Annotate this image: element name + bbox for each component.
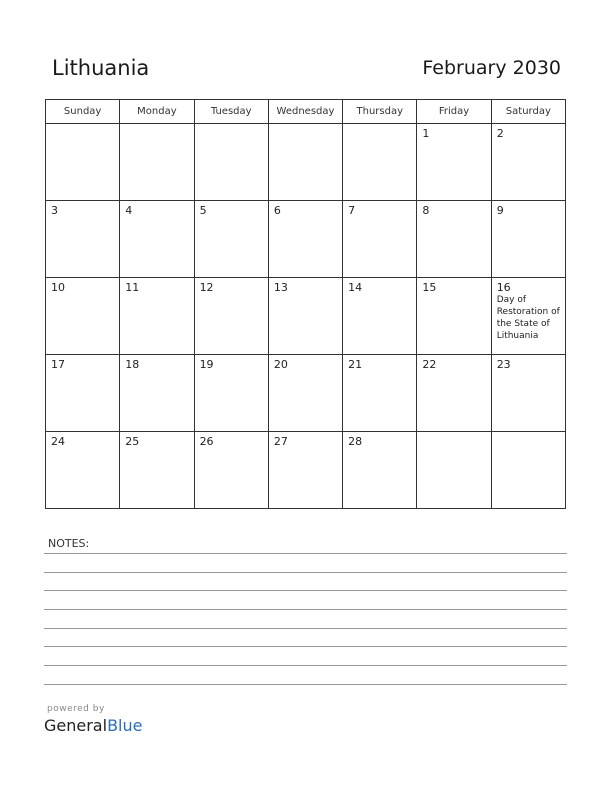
day-cell <box>417 278 491 355</box>
calendar-grid <box>45 99 566 509</box>
day-number: 23 <box>496 358 511 371</box>
week-row <box>46 278 566 355</box>
day-cell <box>417 124 491 201</box>
weekday-wednesday: Wednesday <box>268 100 342 124</box>
day-number: 26 <box>199 435 214 448</box>
day-cell <box>194 124 268 201</box>
day-cell <box>417 432 491 509</box>
day-cell <box>46 355 120 432</box>
weekday-friday: Friday <box>417 100 491 124</box>
day-number: 19 <box>199 358 214 371</box>
weekday-monday: Monday <box>120 100 194 124</box>
week-row <box>46 124 566 201</box>
note-line <box>44 572 567 573</box>
day-number: 1 <box>422 127 430 140</box>
day-cell <box>491 124 565 201</box>
day-cell <box>268 124 342 201</box>
day-cell <box>343 278 417 355</box>
day-cell <box>268 432 342 509</box>
weekday-tuesday: Tuesday <box>194 100 268 124</box>
day-cell <box>491 432 565 509</box>
holiday-label: Day of Restoration of the State of Lithuania <box>496 295 560 341</box>
weekday-thursday: Thursday <box>343 100 417 124</box>
day-number: 13 <box>273 281 288 294</box>
day-cell <box>194 355 268 432</box>
day-number: 10 <box>51 281 65 294</box>
day-number: 21 <box>348 358 363 371</box>
day-number: 3 <box>51 204 58 217</box>
day-cell <box>343 124 417 201</box>
weekday-sunday: Sunday <box>46 100 120 124</box>
day-cell <box>343 355 417 432</box>
week-row <box>46 201 566 278</box>
day-number: 12 <box>199 281 214 294</box>
calendar-month-title: February 2030 <box>422 57 561 79</box>
day-cell <box>491 355 565 432</box>
day-number: 27 <box>273 435 288 448</box>
day-cell <box>46 432 120 509</box>
note-line <box>44 646 567 647</box>
generalblue-logo[interactable] <box>44 716 142 735</box>
note-line <box>44 590 567 591</box>
day-number: 28 <box>348 435 363 448</box>
day-cell <box>268 355 342 432</box>
day-number: 15 <box>422 281 437 294</box>
powered-by-label: powered by <box>47 704 105 714</box>
day-cell <box>120 355 194 432</box>
day-number: 25 <box>125 435 140 448</box>
day-cell <box>46 124 120 201</box>
note-line <box>44 665 567 666</box>
day-cell <box>417 201 491 278</box>
day-cell <box>194 432 268 509</box>
day-number: 24 <box>51 435 65 448</box>
brand-part-general: General <box>44 716 108 735</box>
note-line <box>44 628 567 629</box>
brand-part-blue: Blue <box>107 716 143 735</box>
day-cell <box>343 432 417 509</box>
day-number: 9 <box>496 204 504 217</box>
day-number: 6 <box>273 204 281 217</box>
weekday-saturday: Saturday <box>491 100 565 124</box>
day-number: 7 <box>348 204 356 217</box>
note-line <box>44 684 567 685</box>
day-cell <box>268 278 342 355</box>
day-cell <box>417 355 491 432</box>
notes-label: NOTES: <box>48 537 90 550</box>
day-cell <box>120 278 194 355</box>
day-number: 5 <box>199 204 207 217</box>
day-cell <box>46 201 120 278</box>
week-row <box>46 432 566 509</box>
day-cell <box>268 201 342 278</box>
note-line <box>44 609 567 610</box>
day-number: 4 <box>125 204 133 217</box>
day-cell <box>194 278 268 355</box>
day-number: 22 <box>422 358 437 371</box>
day-cell <box>194 201 268 278</box>
calendar-country-title: Lithuania <box>52 56 150 80</box>
day-number: 8 <box>422 204 430 217</box>
day-number: 17 <box>51 358 65 371</box>
day-number: 14 <box>348 281 363 294</box>
day-number: 2 <box>496 127 504 140</box>
note-line <box>44 553 567 554</box>
day-cell <box>343 201 417 278</box>
weekday-header-row <box>46 100 566 124</box>
day-cell <box>46 278 120 355</box>
day-cell <box>120 201 194 278</box>
day-cell-holiday <box>491 278 565 355</box>
day-number: 11 <box>125 281 140 294</box>
day-number: 18 <box>125 358 140 371</box>
week-row <box>46 355 566 432</box>
day-cell <box>120 432 194 509</box>
day-cell <box>491 201 565 278</box>
day-number: 16 <box>496 281 511 294</box>
day-cell <box>120 124 194 201</box>
day-number: 20 <box>273 358 288 371</box>
